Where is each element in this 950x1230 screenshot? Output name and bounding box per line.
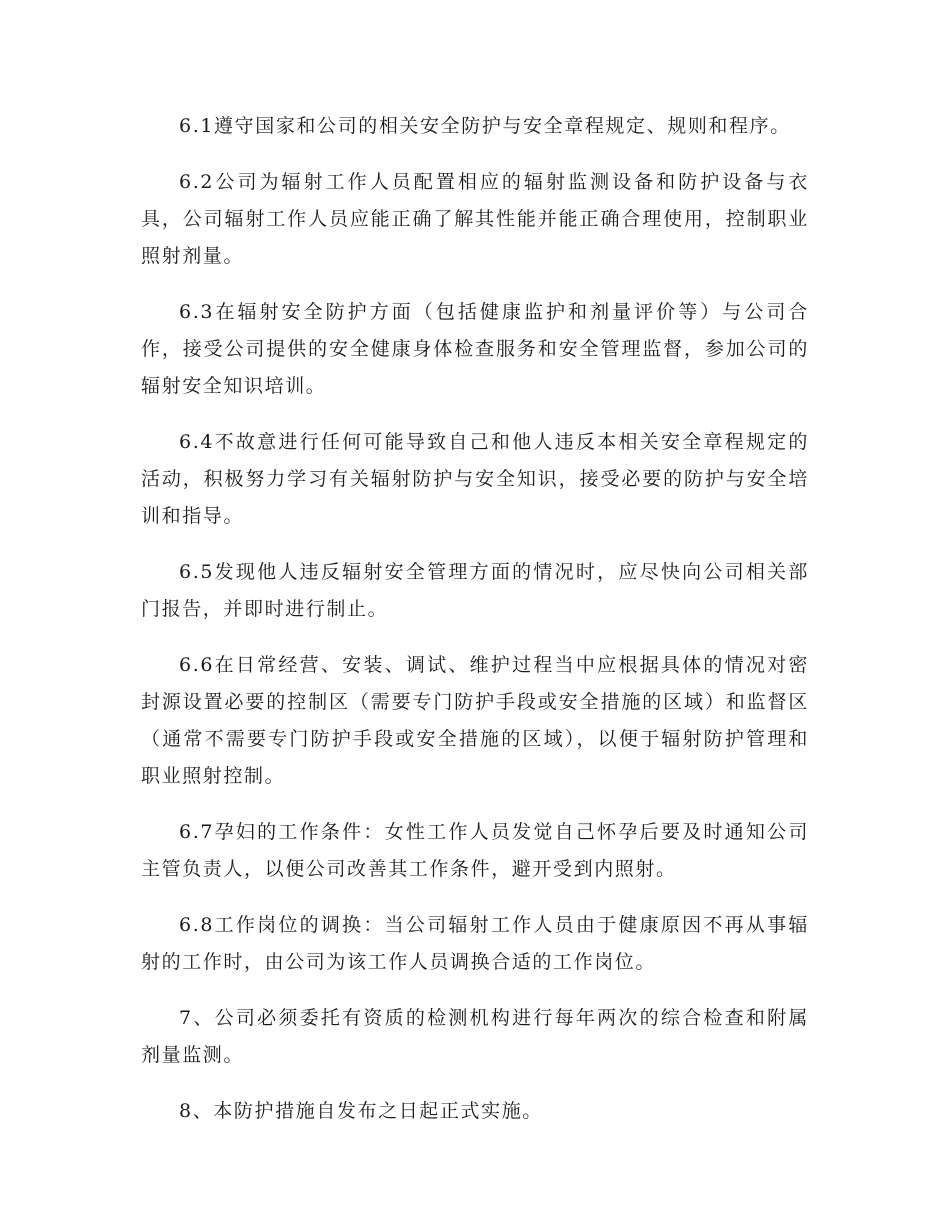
document-body: [141, 108, 809, 1130]
clause-6-3: 6.3在辐射安全防护方面（包括健康监护和剂量评价等）与公司合作，接受公司提供的安全健康身体检查服务和安全管理监督，参加公司的辐射安全知识培训。: [141, 301, 809, 397]
clause-6-5: 6.5发现他人违反辐射安全管理方面的情况时，应尽快向公司相关部门报告，并即时进行制止。: [141, 561, 809, 620]
clause-6-2: 6.2公司为辐射工作人员配置相应的辐射监测设备和防护设备与衣具，公司辐射工作人员应能正确了解其性能并能正确合理使用，控制职业照射剂量。: [141, 171, 809, 267]
clause-6-8: 6.8工作岗位的调换：当公司辐射工作人员由于健康原因不再从事辐射的工作时，由公司为该工作人员调换合适的工作岗位。: [141, 914, 809, 973]
clause-6-1: 6.1遵守国家和公司的相关安全防护与安全章程规定、规则和程序。: [179, 115, 791, 137]
clause-6-4: 6.4不故意进行任何可能导致自己和他人违反本相关安全章程规定的活动，积极努力学习有关辐射防护与安全知识，接受必要的防护与安全培训和指导。: [141, 431, 809, 527]
clause-6-6: 6.6在日常经营、安装、调试、维护过程当中应根据具体的情况对密封源设置必要的控制区（需要专门防护手段或安全措施的区域）和监督区（通常不需要专门防护手段或安全措施的区域），以便于辐射防护管理和职业照射控制。: [141, 654, 809, 787]
clause-6-7: 6.7孕妇的工作条件：女性工作人员发觉自己怀孕后要及时通知公司主管负责人，以便公司改善其工作条件，避开受到内照射。: [141, 821, 809, 880]
clause-8: 8、本防护措施自发布之日起正式实施。: [179, 1100, 543, 1122]
clause-7: 7、公司必须委托有资质的检测机构进行每年两次的综合检查和附属剂量监测。: [141, 1007, 809, 1066]
